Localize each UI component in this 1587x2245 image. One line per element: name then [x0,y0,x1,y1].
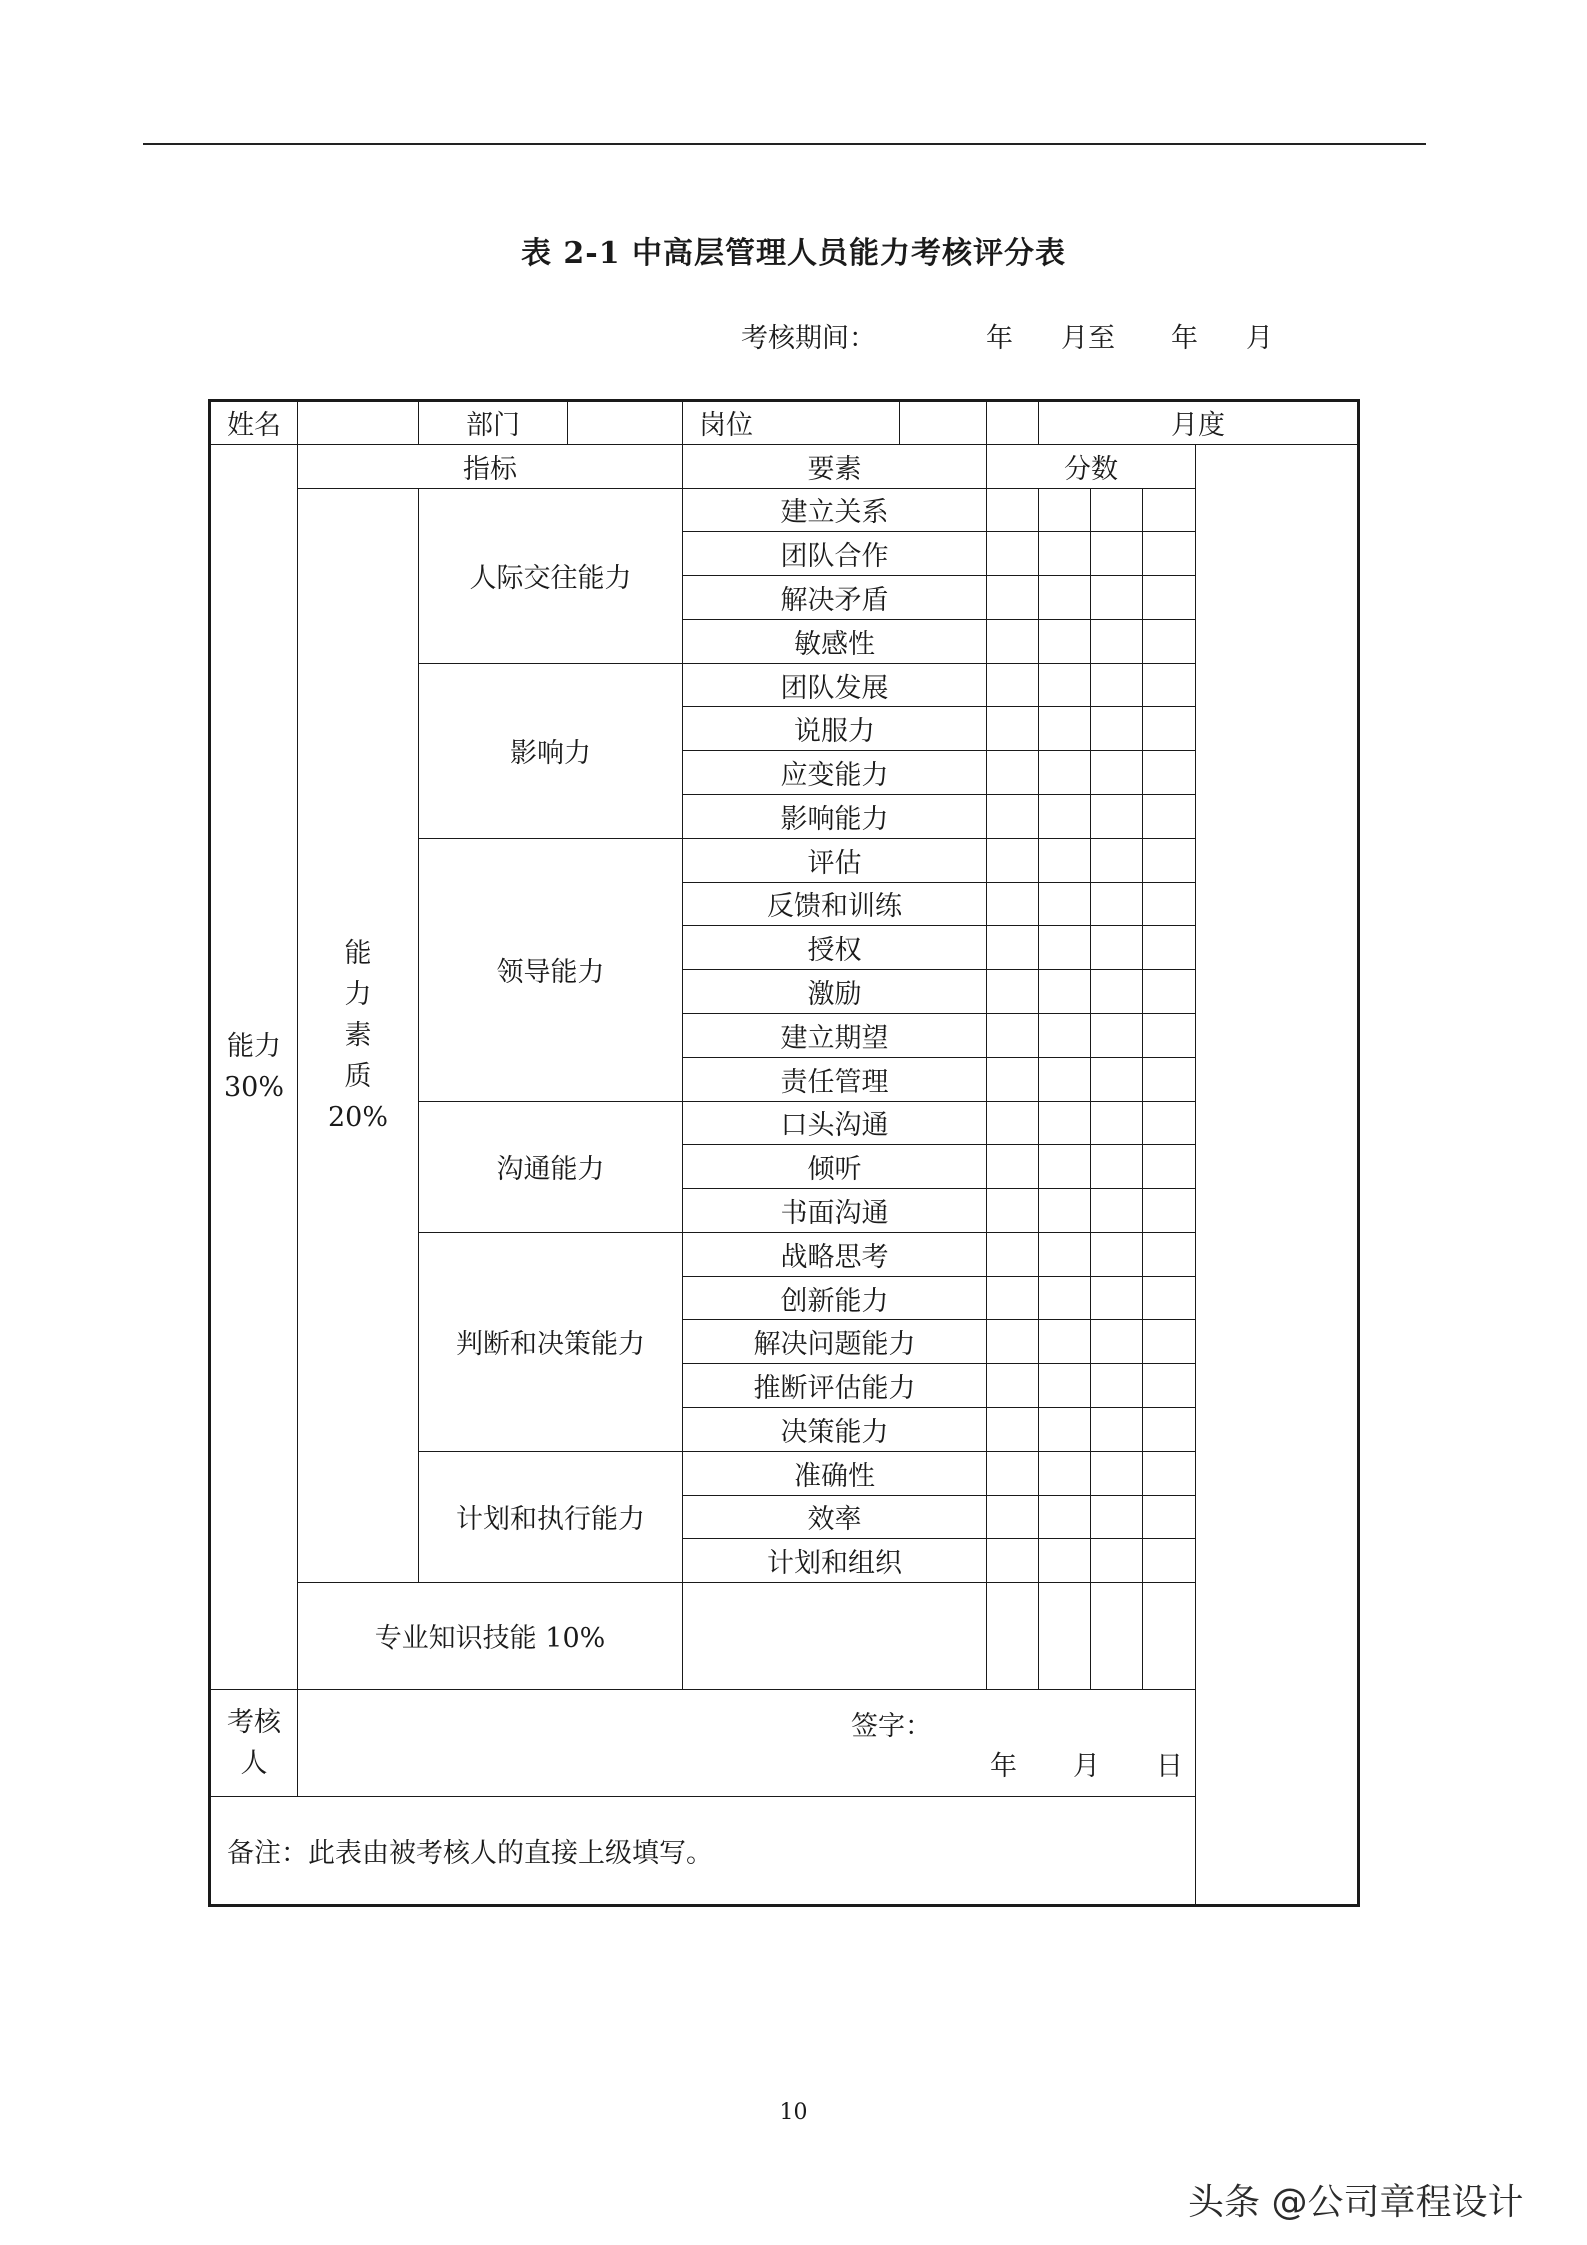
score-cell[interactable] [987,1057,1039,1101]
score-cell[interactable] [1039,1189,1091,1233]
score-cell[interactable] [1091,707,1143,751]
score-cell[interactable] [1143,1276,1196,1320]
name-label: 姓名 [210,401,298,445]
score-cell[interactable] [1091,1189,1143,1233]
sign-day: 日 [1156,1750,1183,1782]
score-cell[interactable] [1143,1451,1196,1495]
post-label: 岗位 [683,401,900,445]
period-label: 考核期间： [741,323,876,354]
score-cell[interactable] [1143,1145,1196,1189]
element-name: 准确性 [683,1451,987,1495]
score-cell[interactable] [1039,1276,1091,1320]
score-cell[interactable] [1091,576,1143,620]
score-cell[interactable] [1039,576,1091,620]
score-cell[interactable] [1039,1407,1091,1451]
score-cell[interactable] [1091,970,1143,1014]
score-cell[interactable] [1091,1583,1143,1689]
score-cell[interactable] [1143,882,1196,926]
score-cell[interactable] [1143,1101,1196,1145]
score-cell[interactable] [1143,1364,1196,1408]
reviewer-sign-area [298,1690,1195,1796]
score-cell[interactable] [1039,488,1091,532]
score-cell[interactable] [1143,1189,1196,1233]
period-year-1: 年 [986,323,1013,354]
note-row [210,1797,1359,1906]
score-header: 分数 [987,444,1196,488]
assessment-form-table [208,399,1360,1907]
score-cell[interactable] [987,1539,1039,1583]
score-cell[interactable] [987,1145,1039,1189]
score-cell[interactable] [987,1101,1039,1145]
score-cell[interactable] [1091,926,1143,970]
score-cell[interactable] [1143,532,1196,576]
score-cell[interactable] [1039,1232,1091,1276]
element-name: 解决矛盾 [683,576,987,620]
score-cell[interactable] [1143,751,1196,795]
score-cell[interactable] [1039,882,1091,926]
score-cell[interactable] [987,926,1039,970]
score-cell[interactable] [1143,1539,1196,1583]
score-cell[interactable] [1039,1101,1091,1145]
score-cell[interactable] [1039,1057,1091,1101]
document-title: 表 2-1 中高层管理人员能力考核评分表 [520,236,1067,271]
score-cell[interactable] [1091,532,1143,576]
score-cell[interactable] [1143,663,1196,707]
indicator-group-name: 人际交往能力 [419,488,683,663]
score-cell[interactable] [987,488,1039,532]
score-cell[interactable] [1143,1232,1196,1276]
score-cell[interactable] [1091,663,1143,707]
element-name: 团队发展 [683,663,987,707]
quality-label-char: 素 [344,1019,372,1051]
sign-month: 月 [1073,1750,1100,1782]
dept-value-cell[interactable] [568,401,683,445]
score-cell[interactable] [1091,751,1143,795]
score-cell[interactable] [1143,970,1196,1014]
score-cell[interactable] [987,751,1039,795]
score-cell[interactable] [1091,1407,1143,1451]
quality-label-char: 20% [327,1101,388,1133]
score-cell[interactable] [1091,1539,1143,1583]
quality-label-char: 力 [344,978,372,1010]
indicator-group-name: 沟通能力 [419,1101,683,1232]
element-name: 影响能力 [683,795,987,839]
quality-label-char: 质 [344,1060,372,1092]
score-cell[interactable] [987,1407,1039,1451]
score-cell[interactable] [1039,1364,1091,1408]
element-name: 解决问题能力 [683,1320,987,1364]
score-cell[interactable] [1091,1320,1143,1364]
element-row [210,488,1359,532]
name-value-cell[interactable] [298,401,419,445]
score-cell[interactable] [987,663,1039,707]
watermark-text: 头条 @公司章程设计 [1188,2182,1524,2223]
score-cell[interactable] [1039,1583,1091,1689]
header-rule [143,143,1426,145]
indicator-group-name: 判断和决策能力 [419,1232,683,1451]
post-extra-cell[interactable] [987,401,1039,445]
month-label: 月度 [1039,401,1359,445]
sign-year: 年 [990,1750,1017,1782]
score-cell[interactable] [1039,532,1091,576]
score-cell[interactable] [1039,1539,1091,1583]
element-name: 建立关系 [683,488,987,532]
dept-label: 部门 [419,401,568,445]
score-cell[interactable] [1143,576,1196,620]
score-cell[interactable] [987,1364,1039,1408]
element-name: 效率 [683,1495,987,1539]
score-cell[interactable] [1039,795,1091,839]
element-name: 计划和组织 [683,1539,987,1583]
element-name: 决策能力 [683,1407,987,1451]
score-cell[interactable] [1091,1232,1143,1276]
score-cell[interactable] [987,576,1039,620]
page-number: 10 [779,2100,808,2125]
specialty-label: 专业知识技能 10% [298,1583,683,1689]
ability-section-label [210,444,298,1689]
score-cell[interactable] [987,1232,1039,1276]
score-cell[interactable] [1039,1451,1091,1495]
score-cell[interactable] [1091,619,1143,663]
element-name: 说服力 [683,707,987,751]
score-cell[interactable] [1143,1583,1196,1689]
indicator-group-name: 领导能力 [419,838,683,1101]
element-name: 敏感性 [683,619,987,663]
score-cell[interactable] [1091,795,1143,839]
reviewer-label-line1: 考核 [227,1706,281,1738]
score-cell[interactable] [1039,1145,1091,1189]
reviewer-sign-cell[interactable] [298,1689,1196,1796]
score-cell[interactable] [987,1189,1039,1233]
element-name: 创新能力 [683,1276,987,1320]
element-name: 责任管理 [683,1057,987,1101]
score-cell[interactable] [1091,882,1143,926]
score-cell[interactable] [987,882,1039,926]
quality-label-stack [328,933,388,1138]
score-cell[interactable] [1143,926,1196,970]
score-cell[interactable] [1091,1145,1143,1189]
score-cell[interactable] [1143,1495,1196,1539]
score-cell[interactable] [1143,1320,1196,1364]
element-name: 战略思考 [683,1232,987,1276]
note-text: 备注：此表由被考核人的直接上级填写。 [210,1797,1196,1906]
assessment-period [741,316,1273,355]
score-cell[interactable] [1091,838,1143,882]
score-cell[interactable] [1039,663,1091,707]
score-cell[interactable] [1039,970,1091,1014]
score-cell[interactable] [1039,751,1091,795]
score-cell[interactable] [1091,1364,1143,1408]
quality-section-label [298,488,419,1583]
element-name: 倾听 [683,1145,987,1189]
score-cell[interactable] [987,970,1039,1014]
score-cell[interactable] [987,1583,1039,1689]
element-name: 应变能力 [683,751,987,795]
score-cell[interactable] [987,707,1039,751]
specialty-element-cell[interactable] [683,1583,987,1689]
score-cell[interactable] [1091,1495,1143,1539]
ability-label-stack [224,1026,284,1108]
indicator-group-name: 计划和执行能力 [419,1451,683,1582]
element-name: 推断评估能力 [683,1364,987,1408]
element-name: 评估 [683,838,987,882]
header-row [210,401,1359,445]
score-cell[interactable] [987,1320,1039,1364]
score-cell[interactable] [1143,1407,1196,1451]
element-name: 建立期望 [683,1013,987,1057]
score-cell[interactable] [987,1495,1039,1539]
score-cell[interactable] [1143,795,1196,839]
reviewer-row [210,1689,1359,1796]
reviewer-label [210,1689,298,1796]
quality-label-char: 能 [344,937,372,969]
score-cell[interactable] [1039,1320,1091,1364]
score-cell[interactable] [1143,488,1196,532]
reviewer-label-stack [227,1702,281,1784]
score-cell[interactable] [987,1013,1039,1057]
score-cell[interactable] [1091,1057,1143,1101]
score-cell[interactable] [987,795,1039,839]
score-cell[interactable] [1039,838,1091,882]
sub-header-row [210,444,1359,488]
score-cell[interactable] [1091,1451,1143,1495]
score-cell[interactable] [987,1276,1039,1320]
score-cell[interactable] [1039,707,1091,751]
sign-label: 签字： [851,1710,932,1742]
reviewer-label-line2: 人 [240,1747,268,1779]
indicator-header: 指标 [298,444,683,488]
score-cell[interactable] [1091,1013,1143,1057]
element-name: 书面沟通 [683,1189,987,1233]
score-cell[interactable] [1091,1276,1143,1320]
ability-label-line2: 30% [223,1071,284,1103]
score-cell[interactable] [987,838,1039,882]
score-cell[interactable] [1091,1101,1143,1145]
score-cell[interactable] [1143,1057,1196,1101]
score-cell[interactable] [1143,1013,1196,1057]
element-name: 激励 [683,970,987,1014]
score-cell[interactable] [987,619,1039,663]
element-header: 要素 [683,444,987,488]
form-body [210,401,1359,1906]
period-month-to: 月至 [1061,323,1115,354]
element-name: 授权 [683,926,987,970]
period-year-2: 年 [1171,323,1198,354]
element-name: 反馈和训练 [683,882,987,926]
element-name: 口头沟通 [683,1101,987,1145]
score-cell[interactable] [1039,1013,1091,1057]
ability-label-line1: 能力 [226,1030,281,1062]
score-cell[interactable] [1039,1495,1091,1539]
score-cell[interactable] [1091,488,1143,532]
score-cell[interactable] [987,532,1039,576]
score-cell[interactable] [1143,619,1196,663]
score-cell[interactable] [1039,619,1091,663]
indicator-group-name: 影响力 [419,663,683,838]
score-cell[interactable] [987,1451,1039,1495]
post-value-cell[interactable] [900,401,987,445]
score-cell[interactable] [1039,926,1091,970]
score-cell[interactable] [1143,707,1196,751]
sign-date [990,1744,1183,1783]
period-month-2: 月 [1246,323,1273,354]
specialty-row [210,1583,1359,1689]
score-cell[interactable] [1143,838,1196,882]
element-name: 团队合作 [683,532,987,576]
